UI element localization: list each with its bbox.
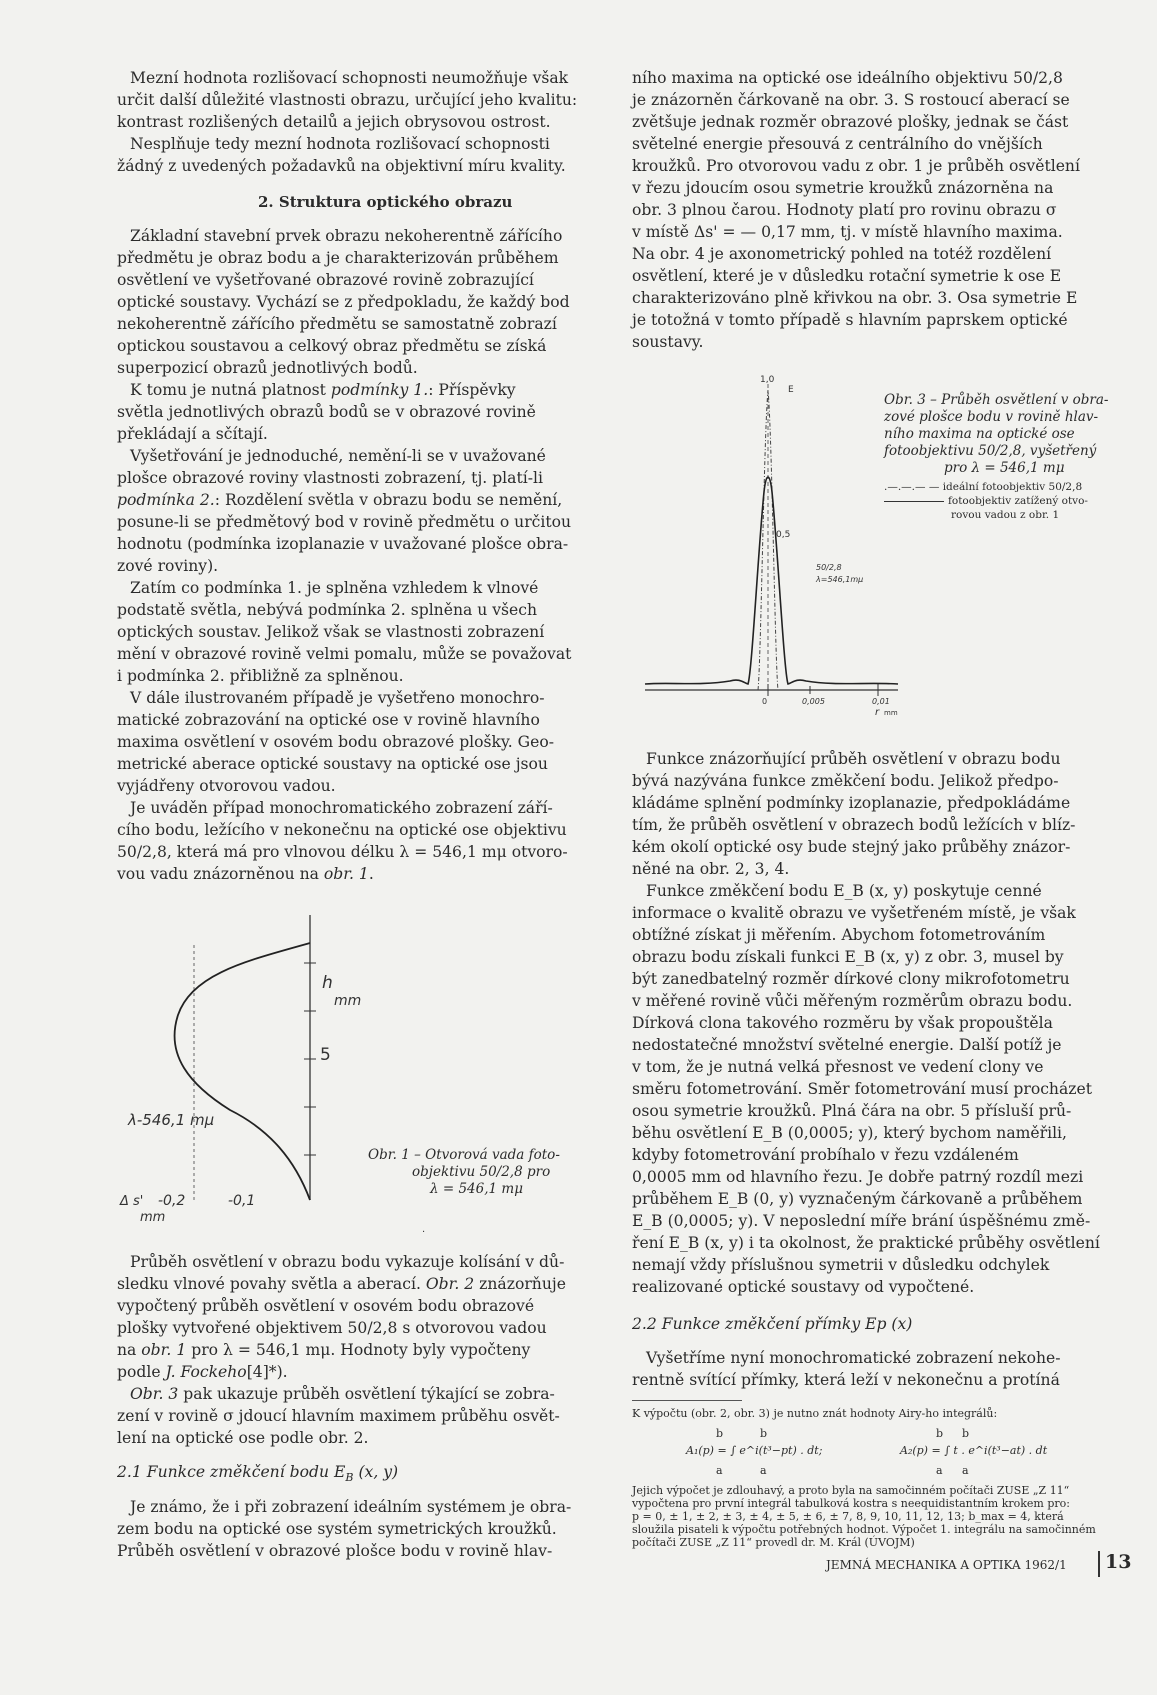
text-line: zvětšuje jednak rozměr obrazové plošky, jednak se část bbox=[632, 113, 1069, 131]
text-line: mění v obrazové rovině velmi pomalu, může se považovat bbox=[117, 645, 572, 663]
text-line: osvětlení ve vyšetřované obrazové rovině zobrazující bbox=[117, 271, 534, 289]
text-line bbox=[117, 1340, 530, 1360]
text-line: Je známo, že i při zobrazení ideálním systémem je obra- bbox=[130, 1498, 572, 1516]
legend-text: — ideální fotoobjektiv 50/2,8 bbox=[928, 481, 1083, 493]
footnote-limit: b bbox=[936, 1427, 944, 1440]
text-line bbox=[130, 1384, 555, 1404]
heading-run: (x, y) bbox=[353, 1463, 399, 1481]
text-line: Základní stavební prvek obrazu nekoherentně zářícího bbox=[130, 227, 563, 245]
figure-3-chart bbox=[640, 372, 910, 717]
text-line: směru fotometrování. Směr fotometrování musí procházet bbox=[632, 1080, 1092, 1098]
condition-term: podmínky 1. bbox=[330, 381, 429, 399]
text-line: i podmínka 2. přibližně za splněnou. bbox=[117, 667, 404, 685]
text-line: 50/2,8, která má pro vlnovou délku λ = 546,1 mμ otvoro- bbox=[117, 843, 568, 861]
text-line: kontrast rozlišených detailů a jejich obrysovou ostrost. bbox=[117, 113, 551, 131]
text-line: v tom, že je nutná velká přesnost ve vedení clony ve bbox=[632, 1058, 1044, 1076]
text-line: rentně svítící přímky, která leží v nekonečnu a protíná bbox=[632, 1371, 1060, 1389]
text-line: je totožná v tomto případě s hlavním paprskem optické bbox=[632, 311, 1068, 329]
text-line: vypočtený průběh osvětlení v osovém bodu obrazové bbox=[117, 1297, 535, 1315]
text-line: Funkce změkčení bodu E_B (x, y) poskytuje cenné bbox=[646, 882, 1042, 900]
footnote-limit: b bbox=[962, 1427, 970, 1440]
figure-3-caption-line: ního maxima na optické ose bbox=[884, 426, 1075, 442]
author-name: J. Fockeho bbox=[165, 1363, 247, 1381]
figure-1-caption-line: Obr. 1 – Otvorová vada foto- bbox=[368, 1147, 560, 1163]
text-line: Vyšetřování je jednoduché, nemění-li se v uvažované bbox=[130, 447, 546, 465]
text-line: obr. 3 plnou čarou. Hodnoty platí pro rovinu obrazu σ bbox=[632, 201, 1057, 219]
text-line: optické soustavy. Vychází se z předpokladu, že každý bod bbox=[117, 293, 570, 311]
text-line: Funkce znázorňující průběh osvětlení v obrazu bodu bbox=[646, 750, 1061, 768]
text-line: informace o kvalitě obrazu ve vyšetřeném místě, je však bbox=[632, 904, 1076, 922]
text-line: Dírková clona takového rozměru by však propouštěla bbox=[632, 1014, 1053, 1032]
text-run: : Rozdělení světla v obrazu bodu se nemění, bbox=[214, 491, 563, 509]
text-line: Zatím co podmínka 1. je splněna vzhledem k vlnové bbox=[130, 579, 539, 597]
figure-1-label-mm-x: mm bbox=[140, 1210, 166, 1225]
text-line: je znázorněn čárkovaně na obr. 3. S rostoucí aberací se bbox=[632, 91, 1070, 109]
text-line: soustavy. bbox=[632, 333, 704, 351]
text-line: zové roviny). bbox=[117, 557, 219, 575]
text-line: být zanedbatelný rozměr dírkové clony mikrofotometru bbox=[632, 970, 1070, 988]
figure-3-axis-e: E bbox=[788, 385, 794, 395]
page-number: 13 bbox=[1105, 1551, 1132, 1573]
footnote-limit: b bbox=[716, 1427, 724, 1440]
figure-3-caption-line: zové plošce bodu v rovině hlav- bbox=[884, 409, 1099, 425]
text-line: metrické aberace optické soustavy na optické ose jsou bbox=[117, 755, 548, 773]
footnote-line: sloužila pisateli k výpočtu potřebných hodnot. Výpočet 1. integrálu na samočinném bbox=[632, 1523, 1096, 1536]
footnote-formula-a1: A₁(p) = ∫ e^i(t³−pt) . dt; bbox=[686, 1444, 823, 1457]
text-line: optických soustav. Jelikož však se vlastnosti zobrazení bbox=[117, 623, 545, 641]
figure-ref: obr. 1 bbox=[323, 865, 369, 883]
footnote-limit: a bbox=[936, 1464, 943, 1477]
figure-1-tick-label: -0,1 bbox=[228, 1193, 256, 1209]
figure-3-note: λ=546,1mμ bbox=[816, 575, 864, 584]
footnote-line: vypočtena pro první integrál tabulková kostra s neequidistantním krokem pro: bbox=[632, 1497, 1070, 1510]
figure-1-label-lambda: λ-546,1 mμ bbox=[128, 1111, 215, 1129]
text-line: Na obr. 4 je axonometrický pohled na totéž rozdělení bbox=[632, 245, 1052, 263]
figure-ref: Obr. 2 bbox=[425, 1275, 475, 1293]
text-line: žádný z uvedených požadavků na objektivní míru kvality. bbox=[117, 157, 566, 175]
text-run: pro λ = 546,1 mμ. Hodnoty byly vypočteny bbox=[186, 1341, 531, 1359]
text-run: K tomu je nutná platnost bbox=[130, 381, 331, 399]
text-line: plošce obrazové roviny vlastnosti zobrazení, tj. platí-li bbox=[117, 469, 543, 487]
footnote-rule bbox=[632, 1400, 742, 1401]
text-line: nedostatečné množství světelné energie. Další potíž je bbox=[632, 1036, 1062, 1054]
text-line: Nesplňuje tedy mezní hodnota rozlišovací schopnosti bbox=[130, 135, 550, 153]
text-run: na bbox=[117, 1341, 142, 1359]
text-line bbox=[130, 380, 516, 400]
text-line: bývá nazývána funkce změkčení bodu. Jelikož předpo- bbox=[632, 772, 1059, 790]
text-line: V dále ilustrovaném případě je vyšetřeno monochro- bbox=[130, 689, 545, 707]
figure-ref: obr. 1 bbox=[141, 1341, 187, 1359]
text-line: obtížné získat ji měřením. Abychom fotometrováním bbox=[632, 926, 1046, 944]
text-run: . bbox=[368, 865, 374, 883]
footnote-limit: a bbox=[760, 1464, 767, 1477]
text-line: superpozicí obrazů jednotlivých bodů. bbox=[117, 359, 418, 377]
text-line: světelné energie přesouvá z centrálního do vnějších bbox=[632, 135, 1043, 153]
figure-1-label-ds: Δ s' bbox=[120, 1194, 144, 1209]
text-line: nemají vždy příslušnou symetrii v důsledku odchylek bbox=[632, 1256, 1050, 1274]
text-line: cího bodu, ležícího v nekonečnu na optické ose objektivu bbox=[117, 821, 567, 839]
figure-3-legend-aberration bbox=[884, 495, 1088, 507]
text-line: 0,0005 mm od hlavního řezu. Je dobře patrný rozdíl mezi bbox=[632, 1168, 1084, 1186]
text-line: matické zobrazování na optické ose v rovině hlavního bbox=[117, 711, 540, 729]
text-run: znázorňuje bbox=[474, 1275, 566, 1293]
footnote-formula-a2: A₂(p) = ∫ t . e^i(t³−at) . dt bbox=[900, 1444, 1048, 1457]
text-line: charakterizováno plně křivkou na obr. 3. Osa symetrie E bbox=[632, 289, 1078, 307]
text-line: předmětu je obraz bodu a je charakterizován průběhem bbox=[117, 249, 559, 267]
figure-1-chart bbox=[110, 905, 440, 1240]
figure-3-axis-r: r bbox=[875, 707, 880, 717]
footnote-line: p = 0, ± 1, ± 2, ± 3, ± 4, ± 5, ± 6, ± 7, 8, 9, 10, 11, 12, 13; b_max = 4, která bbox=[632, 1510, 1064, 1523]
text-line: plošky vytvořené objektivem 50/2,8 s otvorovou vadou bbox=[117, 1319, 547, 1337]
figure-1-tick-label: -0,2 bbox=[158, 1193, 186, 1209]
text-line bbox=[117, 1362, 288, 1382]
footer-journal: JEMNÁ MECHANIKA A OPTIKA 1962/1 bbox=[826, 1558, 1067, 1572]
text-line: zem bodu na optické ose systém symetrických kroužků. bbox=[117, 1520, 557, 1538]
text-line: optickou soustavou a celkový obraz předmětu se získá bbox=[117, 337, 547, 355]
heading-run: 2.1 Funkce změkčení bodu E bbox=[117, 1463, 346, 1481]
text-line: určit další důležité vlastnosti obrazu, určující jeho kvalitu: bbox=[117, 91, 578, 109]
heading-subscript: B bbox=[345, 1471, 354, 1485]
figure-1-label-5: 5 bbox=[320, 1045, 331, 1065]
figure-ref: Obr. 3 bbox=[130, 1385, 179, 1403]
text-line: Průběh osvětlení v obrazové plošce bodu v rovině hlav- bbox=[117, 1542, 553, 1560]
text-line: maxima osvětlení v osovém bodu obrazové plošky. Geo- bbox=[117, 733, 555, 751]
text-line: ního maxima na optické ose ideálního objektivu 50/2,8 bbox=[632, 69, 1063, 87]
figure-3-tick-label: 0 bbox=[762, 697, 768, 706]
text-line: zení v rovině σ jdoucí hlavním maximem průběhu osvět- bbox=[117, 1407, 560, 1425]
text-line: osou symetrie kroužků. Plná čára na obr. 5 přísluší prů- bbox=[632, 1102, 1072, 1120]
text-line: průběhem E_B (0, y) vyznačeným čárkovaně a průběhem bbox=[632, 1190, 1083, 1208]
footnote-limit: b bbox=[760, 1427, 768, 1440]
text-run: [4]*). bbox=[246, 1363, 288, 1381]
text-line: kdyby fotometrování probíhalo v řezu vzdáleném bbox=[632, 1146, 1019, 1164]
figure-1-aberration-curve bbox=[175, 943, 310, 1200]
section-heading bbox=[117, 1462, 398, 1488]
text-line: Vyšetříme nyní monochromatické zobrazení nekohe- bbox=[646, 1349, 1061, 1367]
figure-3-axis-top: 1,0 bbox=[760, 375, 775, 385]
figure-3-legend-ideal bbox=[884, 481, 1082, 493]
section-heading: 2. Struktura optického obrazu bbox=[258, 193, 513, 211]
text-line: běhu osvětlení E_B (0,0005; y), který bychom naměřili, bbox=[632, 1124, 1068, 1142]
text-run: : Příspěvky bbox=[428, 381, 516, 399]
text-line: něné na obr. 2, 3, 4. bbox=[632, 860, 790, 878]
text-line: kroužků. Pro otvorovou vadu z obr. 1 je průběh osvětlení bbox=[632, 157, 1080, 175]
text-line: kém okolí optické osy bude stejný jako průběhy znázor- bbox=[632, 838, 1071, 856]
text-line: v místě Δs' = — 0,17 mm, tj. v místě hlavního maxima. bbox=[632, 223, 1063, 241]
footnote-intro: K výpočtu (obr. 2, obr. 3) je nutno znát hodnoty Airy-ho integrálů: bbox=[632, 1407, 998, 1420]
figure-3-tick-label: 0,005 bbox=[802, 697, 825, 706]
text-line: Mezní hodnota rozlišovací schopnosti neumožňuje však bbox=[130, 69, 569, 87]
section-heading: 2.2 Funkce změkčení přímky Ep (x) bbox=[632, 1315, 913, 1333]
text-line: osvětlení, které je v důsledku rotační symetrie k ose E bbox=[632, 267, 1062, 285]
text-run: pak ukazuje průběh osvětlení týkající se zobra- bbox=[178, 1385, 555, 1403]
text-line: podstatě světla, nebývá podmínka 2. splněna u všech bbox=[117, 601, 538, 619]
figure-1-dot: · bbox=[422, 1227, 426, 1238]
figure-3-note: 50/2,8 bbox=[816, 563, 842, 572]
text-line bbox=[117, 864, 374, 884]
footnote-limit: a bbox=[962, 1464, 969, 1477]
text-line: Průběh osvětlení v obrazu bodu vykazuje kolísání v dů- bbox=[130, 1253, 565, 1271]
text-line: světla jednotlivých obrazů bodů se v obrazové rovině bbox=[117, 403, 536, 421]
text-line: nekoherentně zářícího předmětu se samostatně zobrazí bbox=[117, 315, 557, 333]
text-line: posune-li se předmětový bod v rovině předmětu o určitou bbox=[117, 513, 572, 531]
figure-3-caption-line: Obr. 3 – Průběh osvětlení v obra- bbox=[884, 392, 1109, 408]
text-line: v řezu jdoucím osou symetrie kroužků znázorněna na bbox=[632, 179, 1054, 197]
footnote-line: Jejich výpočet je zdlouhavý, a proto byla na samočinném počítači ZUSE „Z 11“ bbox=[632, 1484, 1070, 1497]
text-line: v měřené rovině vůči měřeným rozměrům obrazu bodu. bbox=[632, 992, 1073, 1010]
figure-1-label-mm: mm bbox=[334, 993, 362, 1009]
text-line bbox=[117, 490, 562, 510]
figure-3-caption-line: pro λ = 546,1 mμ bbox=[944, 460, 1065, 476]
text-line: E_B (0,0005; y). V neposlední míře brání úspěšnému změ- bbox=[632, 1212, 1091, 1230]
figure-1-label-h: h bbox=[322, 973, 333, 993]
text-line: realizované optické soustavy od vypočtené. bbox=[632, 1278, 975, 1296]
figure-3-legend-aberration-2: rovou vadou z obr. 1 bbox=[951, 509, 1060, 521]
figure-1-caption-line: λ = 546,1 mμ bbox=[430, 1181, 523, 1197]
text-run: sledku vlnové povahy světla a aberací. bbox=[117, 1275, 421, 1293]
text-line: ření E_B (x, y) i ta okolnost, že praktické průběhy osvětlení bbox=[632, 1234, 1100, 1252]
figure-3-axis-mid: 0,5 bbox=[776, 530, 791, 540]
text-run: podle bbox=[117, 1363, 166, 1381]
figure-3-axis-r-sub: mm bbox=[884, 709, 898, 717]
text-line: tím, že průběh osvětlení v obrazech bodů ležících v blíz- bbox=[632, 816, 1076, 834]
figure-1-caption-line: objektivu 50/2,8 pro bbox=[412, 1164, 551, 1180]
legend-solid-marker bbox=[884, 501, 944, 502]
text-line: obrazu bodu získali funkci E_B (x, y) z obr. 3, musel by bbox=[632, 948, 1064, 966]
figure-3-tick-label: 0,01 bbox=[872, 697, 890, 706]
footnote-limit: a bbox=[716, 1464, 723, 1477]
footer-divider bbox=[1098, 1551, 1100, 1577]
condition-term: podmínka 2. bbox=[117, 491, 215, 509]
text-line: lení na optické ose podle obr. 2. bbox=[117, 1429, 369, 1447]
text-run: vou vadu znázorněnou na bbox=[117, 865, 324, 883]
text-line: kládáme splnění podmínky izoplanazie, předpokládáme bbox=[632, 794, 1071, 812]
text-line: Je uváděn případ monochromatického zobrazení září- bbox=[130, 799, 553, 817]
footnote-line: počítači ZUSE „Z 11“ provedl dr. M. Král (ÚVOJM) bbox=[632, 1536, 915, 1549]
text-line: hodnotu (podmínka izoplanazie v uvažované plošce obra- bbox=[117, 535, 569, 553]
legend-marker: .—.—.— bbox=[884, 481, 926, 493]
legend-text: fotoobjektiv zatížený otvo- bbox=[948, 495, 1088, 507]
figure-3-caption-line: fotoobjektivu 50/2,8, vyšetřený bbox=[884, 443, 1097, 459]
text-line: překládají a sčítají. bbox=[117, 425, 268, 443]
text-line: vyjádřeny otvorovou vadou. bbox=[117, 777, 336, 795]
text-line bbox=[117, 1274, 566, 1294]
